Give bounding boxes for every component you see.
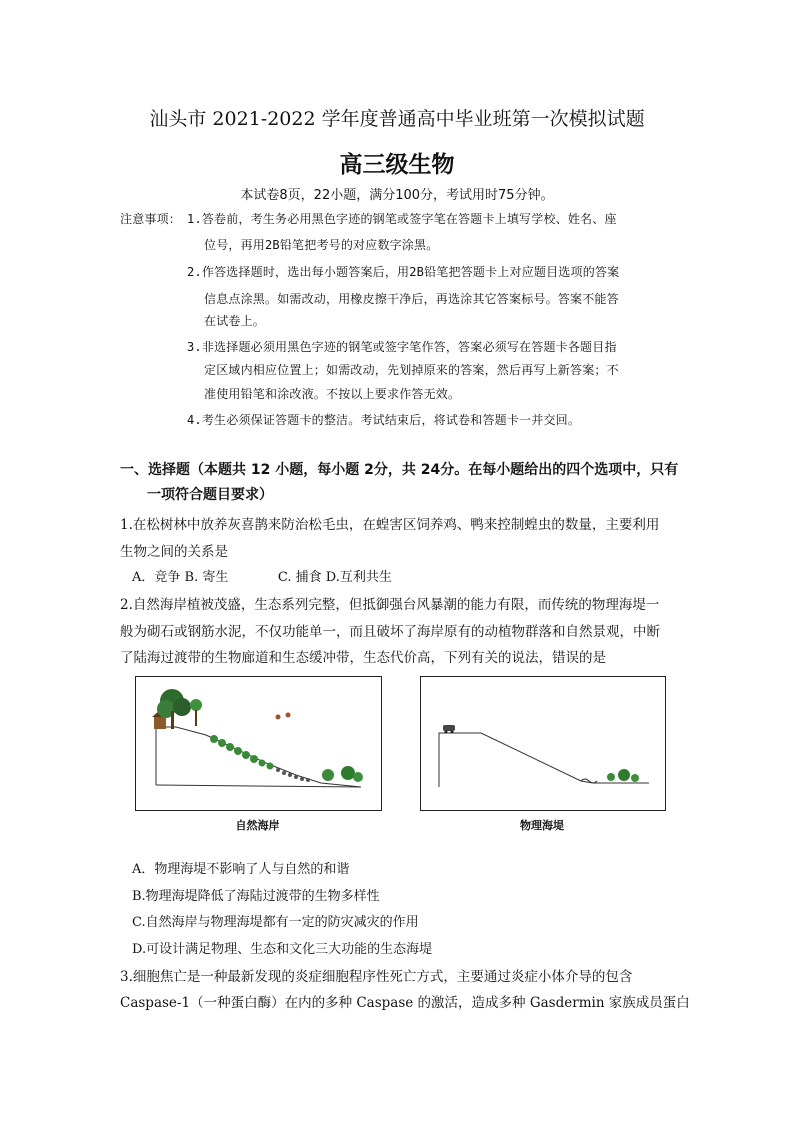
exam-subtitle: 高三级生物 bbox=[339, 152, 455, 178]
notice-item-2-cont: 信息点涂黑。如需改动，用橡皮擦干净后，再选涂其它答案标号。答案不能答 bbox=[204, 292, 619, 306]
natural-coast-figure bbox=[135, 676, 382, 811]
section-heading: 一、选择题（本题共 12 小题，每小题 2分，共 24分。在每小题给出的四个选项中，只有 bbox=[120, 462, 679, 478]
notice-item-1-cont: 位号，再用2B铅笔把考号的对应数字涂黑。 bbox=[204, 238, 439, 252]
q2-option-c: C.自然海岸与物理海堤都有一定的防灾减灾的作用 bbox=[132, 915, 419, 930]
q3-stem-cont: Caspase-1（一种蛋白酶）在内的多种 Caspase 的激活，造成多种 Gasdermin 家族成员蛋白 bbox=[120, 995, 690, 1011]
notice-item-3-cont: 定区域内相应位置上；如需改动，先划掉原来的答案，然后再写上新答案；不 bbox=[204, 363, 619, 377]
notice-item-2-cont2: 在试卷上。 bbox=[204, 314, 266, 328]
q1-stem: 1.在松树林中放养灰喜鹊来防治松毛虫，在蝗害区饲养鸡、鸭来控制蝗虫的数量，主要利用 bbox=[120, 517, 660, 533]
exam-title: 汕头市 2021-2022 学年度普通高中毕业班第一次模拟试题 bbox=[149, 108, 645, 130]
seawall-caption: 物理海堤 bbox=[520, 819, 564, 832]
q2-option-a: A．物理海堤不影响了人与自然的和谐 bbox=[132, 862, 350, 877]
q2-option-d: D.可设计满足物理、生态和文化三大功能的生态海堤 bbox=[132, 942, 433, 957]
q1-stem-cont: 生物之间的关系是 bbox=[120, 544, 228, 560]
notice-item-3-cont2: 准使用铅笔和涂改液。不按以上要求作答无效。 bbox=[204, 387, 461, 401]
seawall-illustration bbox=[421, 677, 665, 810]
exam-intro: 本试卷8页，22小题，满分100分，考试用时75分钟。 bbox=[240, 188, 554, 203]
notice-item-4: 4.考生必须保证答题卡的整洁。考试结束后，将试卷和答题卡一并交回。 bbox=[187, 413, 581, 427]
notice-item-2: 2.作答选择题时，选出每小题答案后，用2B铅笔把答题卡上对应题目选项的答案 bbox=[187, 265, 620, 279]
natural-coast-illustration bbox=[136, 677, 381, 810]
q2-stem-cont2: 了陆海过渡带的生物廊道和生态缓冲带，生态代价高，下列有关的说法，错误的是 bbox=[120, 650, 606, 666]
notice-label: 注意事项： bbox=[120, 212, 182, 226]
q1-options: A．竞争 B. 寄生 C. 捕食 D.互利共生 bbox=[132, 570, 392, 585]
q2-option-b: B.物理海堤降低了海陆过渡带的生物多样性 bbox=[132, 889, 380, 904]
section-heading-cont: 一项符合题目要求） bbox=[147, 487, 273, 503]
q3-stem: 3.细胞焦亡是一种最新发现的炎症细胞程序性死亡方式，主要通过炎症小体介导的包含 bbox=[120, 969, 633, 985]
seawall-figure bbox=[420, 676, 666, 811]
notice-item-3: 3.非选择题必须用黑色字迹的钢笔或签字笔作答，答案必须写在答题卡各题目指 bbox=[187, 340, 617, 354]
notice-item-1: 1.答卷前，考生务必用黑色字迹的钢笔或签字笔在答题卡上填写学校、姓名、座 bbox=[187, 212, 617, 226]
q2-stem: 2.自然海岸植被茂盛，生态系列完整，但抵御强台风暴潮的能力有限，而传统的物理海堤一 bbox=[120, 597, 660, 613]
natural-coast-caption: 自然海岸 bbox=[235, 819, 280, 832]
q2-stem-cont: 般为砌石或钢筋水泥，不仅功能单一，而且破坏了海岸原有的动植物群落和自然景观，中断 bbox=[120, 624, 660, 640]
